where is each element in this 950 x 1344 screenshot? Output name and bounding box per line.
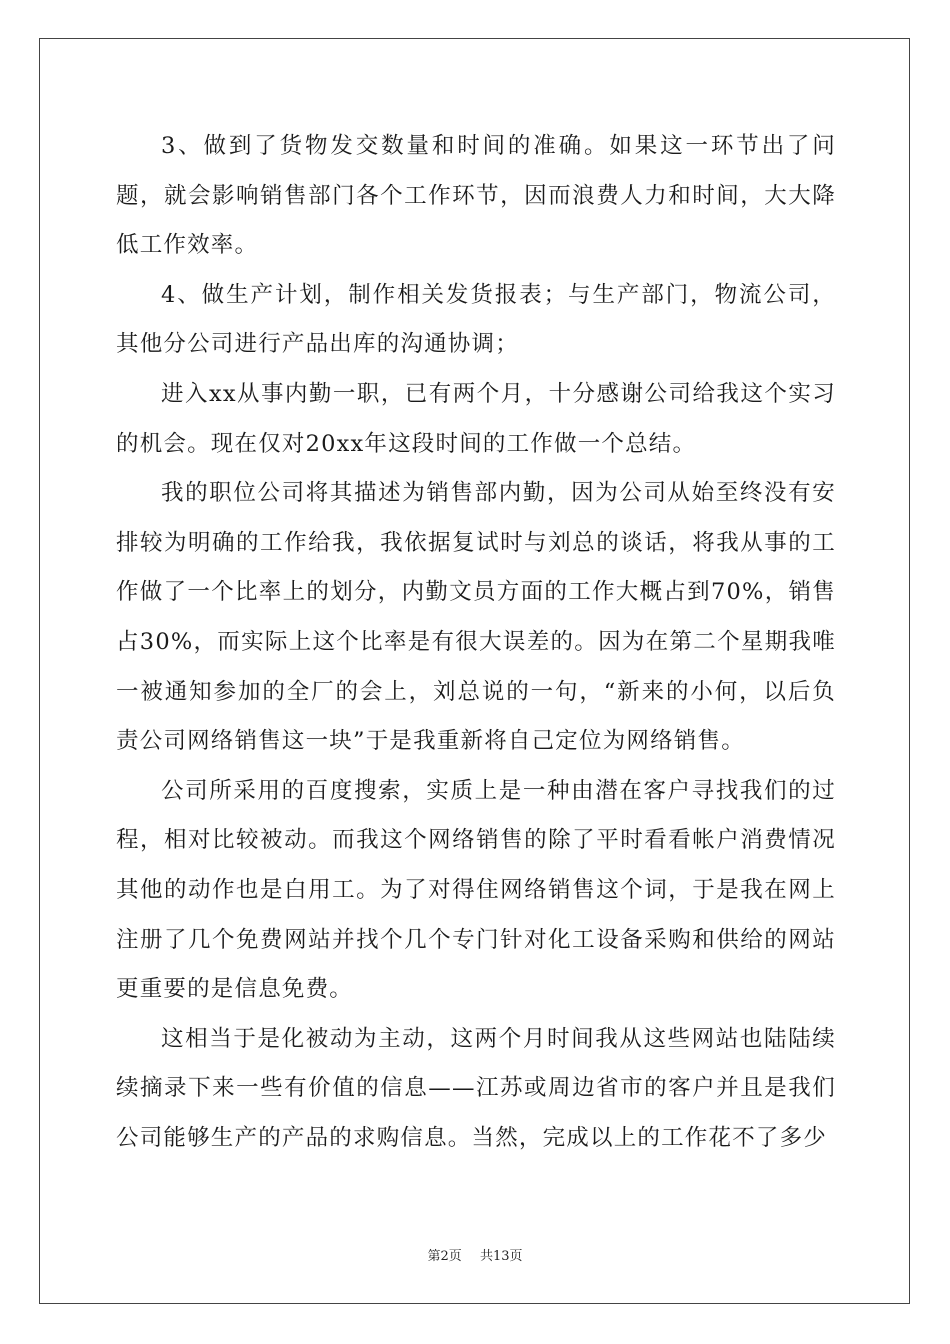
paragraph-search: 公司所采用的百度搜索，实质上是一种由潜在客户寻找我们的过程，相对比较被动。而我这个网络销售的除了平时看看帐户消费情况其他的动作也是白用工。为了对得住网络销售这个词，于是我在网上注册了几个免费网站并找个几个专门针对化工设备采购和供给的网站更重要的是信息免费。 — [116, 777, 836, 1003]
page-total: 共13页 — [479, 1249, 523, 1264]
document-body — [116, 122, 836, 1163]
paragraph-position: 我的职位公司将其描述为销售部内勤，因为公司从始至终没有安排较为明确的工作给我，我依据复试时与刘总的谈话，将我从事的工作做了一个比率上的划分，内勤文员方面的工作大概占到70%，销售占30%，而实际上这个比率是有很大误差的。因为在第二个星期我唯一被通知参加的全厂的会上，刘总说的一句，“新来的小何，以后负责公司网络销售这一块”于是我重新将自己定位为网络销售。 — [116, 480, 836, 755]
paragraph-active: 这相当于是化被动为主动，这两个月时间我从这些网站也陆陆续续摘录下来一些有价值的信息——江苏或周边省市的客户并且是我们公司能够生产的产品的求购信息。当然，完成以上的工作花不了多少 — [116, 1025, 836, 1151]
page-number: 第2页 — [427, 1249, 462, 1264]
page-footer — [0, 1245, 950, 1264]
paragraph-item-4: 4、做生产计划，制作相关发货报表；与生产部门，物流公司，其他分公司进行产品出库的沟通协调； — [116, 281, 836, 358]
paragraph-item-3: 3、做到了货物发交数量和时间的准确。如果这一环节出了问题，就会影响销售部门各个工作环节，因而浪费人力和时间，大大降低工作效率。 — [116, 133, 836, 259]
paragraph-intro: 进入xx从事内勤一职，已有两个月，十分感谢公司给我这个实习的机会。现在仅对20xx年这段时间的工作做一个总结。 — [116, 380, 836, 457]
